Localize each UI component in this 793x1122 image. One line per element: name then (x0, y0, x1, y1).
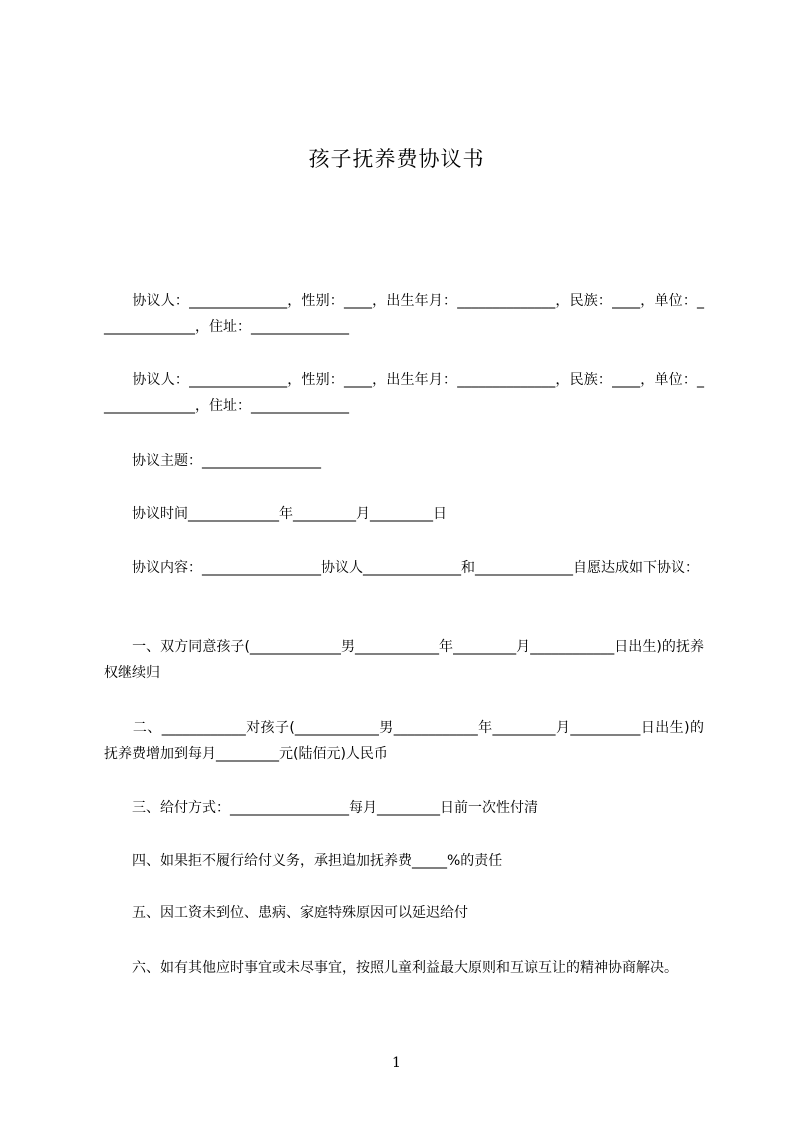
page-number: 1 (392, 1055, 401, 1071)
clause-four: 四、如果拒不履行给付义务，承担追加抚养费_____%的责任 (104, 853, 503, 869)
clause-three: 三、给付方式：_________________每月_________日前一次性付清 (104, 800, 538, 816)
party-two-info: 协议人：______________，性别：____，出生年月：______________，民族：____，单位：______________，住址：______________ (104, 372, 704, 414)
clause-two: 二、____________对孩子(____________男____________年_________月__________日出生)的抚养费增加到每月_________元(陆佰元)人民币 (104, 720, 704, 762)
agreement-content: 协议内容：_________________协议人______________和______________自愿达成如下协议： (104, 560, 699, 576)
document-title: 孩子抚养费协议书 (308, 147, 485, 171)
party-one-info: 协议人：______________，性别：____，出生年月：______________，民族：____，单位：______________，住址：______________ (104, 293, 704, 335)
clause-one: 一、双方同意孩子(_____________男____________年_________月____________日出生)的抚养权继续归 (104, 639, 704, 681)
clause-six: 六、如有其他应时事宜或未尽事宜，按照儿童利益最大原则和互谅互让的精神协商解决。 (104, 960, 678, 976)
clause-five: 五、因工资未到位、患病、家庭特殊原因可以延迟给付 (104, 905, 468, 921)
agreement-subject: 协议主题：_________________ (104, 453, 321, 469)
agreement-date: 协议时间_____________年_________月_________日 (104, 506, 447, 522)
